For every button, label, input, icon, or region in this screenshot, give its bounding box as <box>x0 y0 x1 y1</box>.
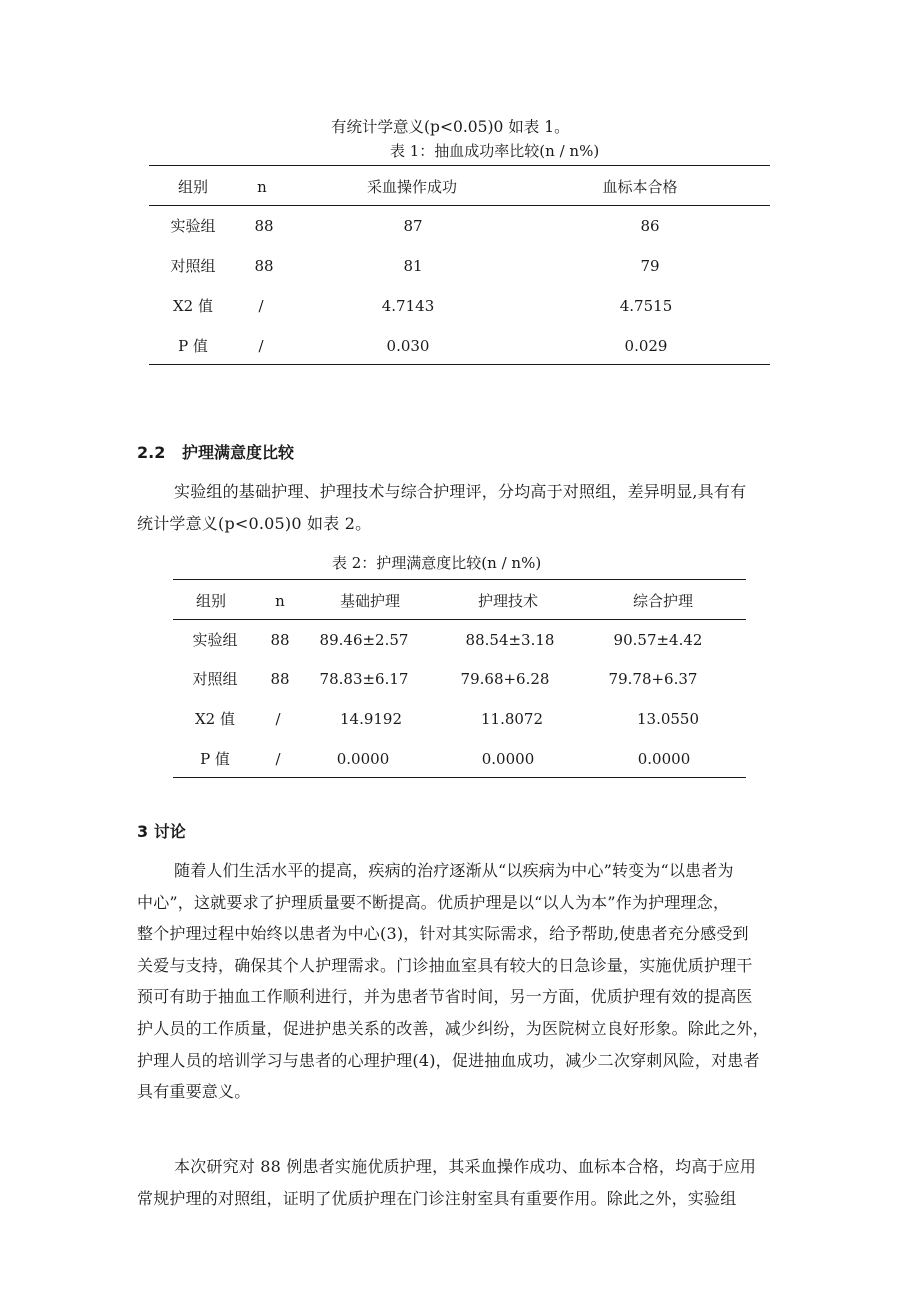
paragraph-line: 本次研究对 88 例患者实施优质护理，其采血操作成功、血标本合格，均高于应用 <box>174 1157 757 1176</box>
table2-cell: 79.78+6.37 <box>608 670 698 688</box>
table1-cell: 实验组 <box>170 217 216 235</box>
table2-cell: 0.0000 <box>336 750 390 768</box>
table2-cell: 实验组 <box>192 631 238 649</box>
intro-line: 有统计学意义(p<0.05)0 如表 1。 <box>331 118 570 136</box>
table1-cell: 0.029 <box>624 337 668 355</box>
paragraph-line: 中心”，这就要求了护理质量要不断提高。优质护理是以“以人为本”作为护理理念， <box>137 892 730 912</box>
table1-header-cell: 采血操作成功 <box>366 178 458 196</box>
table2-cell: 79.68+6.28 <box>460 670 550 688</box>
table2-bottom-rule <box>173 777 746 778</box>
table2-cell: 89.46±2.57 <box>319 631 409 649</box>
paragraph-line: 具有重要意义。 <box>137 1082 251 1102</box>
table2-cell: 0.0000 <box>637 750 691 768</box>
section-2-2-heading: 2.2 护理满意度比较 <box>137 443 295 462</box>
table1-cell: / <box>258 297 264 315</box>
paragraph-line: 常规护理的对照组，证明了优质护理在门诊注射室具有重要作用。除此之外，实验组 <box>137 1188 737 1208</box>
table2-cell: 13.0550 <box>636 710 700 728</box>
section-2-2-paragraph <box>137 476 797 539</box>
table1-cell: 87 <box>403 217 423 235</box>
paragraph-line: 随着人们生活水平的提高，疾病的治疗逐渐从“以疾病为中心”转变为“以患者为 <box>174 861 734 880</box>
table2-cell: P 值 <box>200 750 230 768</box>
table2-cell: 对照组 <box>192 670 238 688</box>
table2-header-cell: n <box>275 592 285 610</box>
discussion-paragraph-2 <box>137 1151 797 1214</box>
table2-caption: 表 2：护理满意度比较(n / n%) <box>332 554 542 572</box>
table2-header-cell: 基础护理 <box>339 592 401 610</box>
table1-cell: 88 <box>254 257 274 275</box>
table2-cell: / <box>275 710 281 728</box>
table2-cell: 88 <box>270 631 290 649</box>
table1-cell: 81 <box>403 257 423 275</box>
table1-cell: 79 <box>640 257 660 275</box>
table2-cell: 11.8072 <box>480 710 544 728</box>
table1-cell: 4.7143 <box>381 297 435 315</box>
table2-cell: 14.9192 <box>339 710 403 728</box>
table1-header-cell: n <box>257 178 267 196</box>
paragraph-line: 整个护理过程中始终以患者为中心(3)，针对其实际需求，给予帮助,使患者充分感受到 <box>137 924 749 944</box>
table2-header-cell: 综合护理 <box>632 592 694 610</box>
table2-top-rule <box>173 579 746 580</box>
table2-cell: 88.54±3.18 <box>465 631 555 649</box>
table1-cell: / <box>258 337 264 355</box>
table2-cell: / <box>275 750 281 768</box>
table1-bottom-rule <box>149 364 770 365</box>
paragraph-line: 预可有助于抽血工作顺利进行，并为患者节省时间，另一方面，优质护理有效的提高医 <box>137 987 753 1007</box>
discussion-paragraph-1 <box>137 855 797 1108</box>
table1-cell: 0.030 <box>386 337 430 355</box>
table2-cell: 0.0000 <box>481 750 535 768</box>
table1-header-cell: 血标本合格 <box>602 178 678 196</box>
table1-caption: 表 1：抽血成功率比较(n / n%) <box>390 142 600 160</box>
paragraph-line: 护人员的工作质量，促进护患关系的改善，减少纠纷，为医院树立良好形象。除此之外， <box>137 1018 769 1038</box>
table1-cell: 对照组 <box>170 257 216 275</box>
section-3-heading: 3 讨论 <box>137 822 186 841</box>
table2-header-cell: 护理技术 <box>477 592 539 610</box>
table1-cell: P 值 <box>178 337 208 355</box>
table2-header-rule <box>173 619 746 620</box>
table1-cell: 88 <box>254 217 274 235</box>
table2-cell: X2 值 <box>195 710 235 728</box>
table1-cell: 4.7515 <box>619 297 673 315</box>
table2-cell: 88 <box>270 670 290 688</box>
paragraph-line: 实验组的基础护理、护理技术与综合护理评，分均高于对照组，差异明显,具有有 <box>174 482 747 501</box>
paragraph-line: 统计学意义(p<0.05)0 如表 2。 <box>137 513 372 533</box>
paragraph-line: 关爱与支持，确保其个人护理需求。门诊抽血室具有较大的日急诊量，实施优质护理干 <box>137 955 753 975</box>
table1-cell: X2 值 <box>173 297 213 315</box>
table1-cell: 86 <box>640 217 660 235</box>
table2-cell: 78.83±6.17 <box>319 670 409 688</box>
paragraph-line: 护理人员的培训学习与患者的心理护理(4)，促进抽血成功，减少二次穿刺风险，对患者 <box>137 1050 760 1070</box>
table1-top-rule <box>149 165 770 166</box>
table1-header-rule <box>149 205 770 206</box>
table2-cell: 90.57±4.42 <box>613 631 703 649</box>
table1-header-cell: 组别 <box>177 178 209 196</box>
table2-header-cell: 组别 <box>195 592 227 610</box>
